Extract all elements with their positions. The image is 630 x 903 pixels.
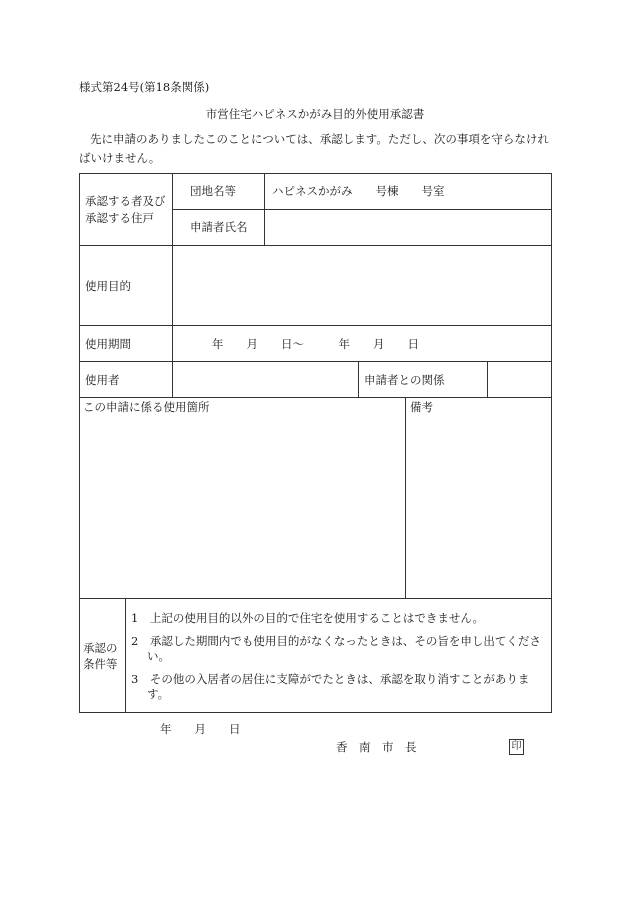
issue-date: 年 月 日 xyxy=(160,722,241,736)
condition-item: 2 承認した期間内でも使用目的がなくなったときは、その旨を申し出てください。 xyxy=(131,634,541,663)
period-label: 使用期間 xyxy=(85,337,131,351)
relation-label: 申請者との関係 xyxy=(364,373,445,387)
form-number: 様式第24号(第18条関係) xyxy=(79,80,210,94)
applicant-label: 申請者氏名 xyxy=(190,220,248,234)
location-label: この申請に係る使用箇所 xyxy=(83,400,210,414)
intro-text: 先に申請のありましたこのことについては、承認します。ただし、次の事項を守らなければいけません。 xyxy=(79,132,549,165)
user-label: 使用者 xyxy=(85,373,120,387)
period-value: 年 月 日～ 年 月 日 xyxy=(212,337,419,351)
approved-label: 承認する者及び承認する住戸 xyxy=(85,194,166,225)
purpose-label: 使用目的 xyxy=(85,279,131,293)
issuer-name: 香 南 市 長 xyxy=(336,740,417,754)
document-title: 市営住宅ハピネスかがみ目的外使用承認書 xyxy=(205,107,425,121)
remarks-label: 備考 xyxy=(410,400,433,414)
estate-value: ハピネスかがみ 号棟 号室 xyxy=(272,184,445,198)
condition-item: 1 上記の使用目的以外の目的で住宅を使用することはできません。 xyxy=(131,611,485,625)
estate-label: 団地名等 xyxy=(190,184,236,198)
seal-icon: 印 xyxy=(509,739,524,755)
condition-item: 3 その他の入居者の居住に支障がでたときは、承認を取り消すことがあります。 xyxy=(131,672,530,701)
conditions-label: 承認の条件等 xyxy=(83,641,118,671)
